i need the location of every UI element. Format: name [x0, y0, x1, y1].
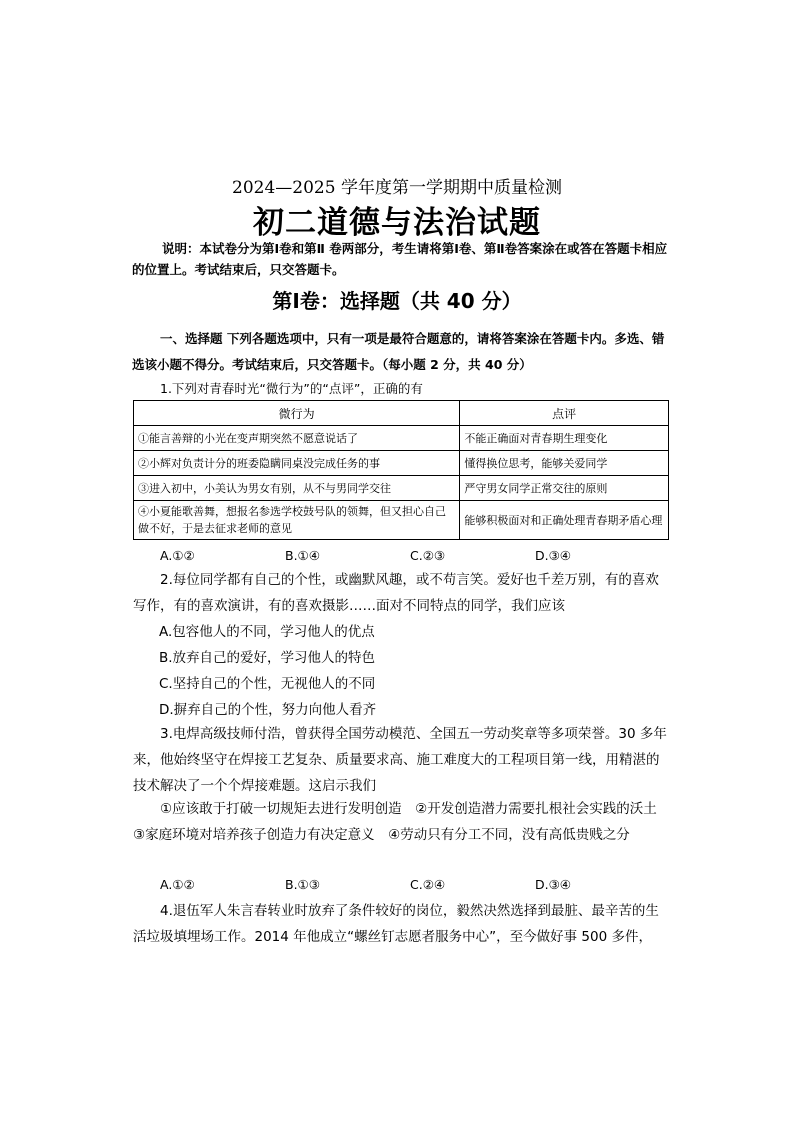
table-cell: 懂得换位思考，能够关爱同学: [460, 451, 669, 476]
table-row: [134, 501, 669, 540]
table-cell: 不能正确面对青春期生理变化: [460, 426, 669, 451]
table-cell: ①能言善辩的小光在变声期突然不愿意说话了: [134, 426, 460, 451]
q2-stem: 2.每位同学都有自己的个性，或幽默风趣，或不苟言笑。爱好也千差万别，有的喜欢写作，有的喜欢演讲，有的喜欢摄影……面对不同特点的同学，我们应该: [133, 572, 659, 614]
q1-table: [133, 400, 669, 540]
q1-stem-block: [133, 376, 668, 402]
option-a: A.①②: [160, 548, 195, 563]
q1-options: [133, 543, 668, 569]
option-b: B.①③: [285, 877, 320, 892]
table-cell: ③进入初中，小美认为男女有别，从不与男同学交往: [134, 476, 460, 501]
option-c: C.坚持自己的个性，无视他人的不同: [159, 676, 376, 692]
table-cell: ④小夏能歌善舞，想报名参选学校鼓号队的领舞，但又担心自己做不好，于是去征求老师的意见: [134, 501, 460, 540]
exam-year-line: 2024—2025 学年度第一学期期中质量检测: [232, 178, 562, 198]
table-row: [134, 426, 669, 451]
section-instruction: 一、选择题 下列各题选项中，只有一项是最符合题意的，请将答案涂在答题卡内。多选、错选该小题不得分。考试结束后，只交答题卡。（每小题 2 分，共 40 分）: [132, 331, 665, 372]
table-header-row: [134, 401, 669, 426]
option-b: B.①④: [285, 548, 320, 563]
option-a: A.包容他人的不同，学习他人的优点: [159, 624, 375, 640]
section-title: 第Ⅰ卷：选择题（共 40 分）: [272, 289, 522, 313]
option-d: D.摒弃自己的个性，努力向他人看齐: [159, 702, 377, 718]
q3-stem: 3.电焊高级技师付浩，曾获得全国劳动模范、全国五一劳动奖章等多项荣誉。30 多年来，他始终坚守在焊接工艺复杂、质量要求高、施工难度大的工程项目第一线，用精湛的技术解决了一个个焊接难题。这启示我们: [133, 726, 667, 794]
option-d: D.③④: [535, 548, 572, 563]
q2-options: [133, 619, 668, 723]
exam-note: 说明：本试卷分为第Ⅰ卷和第Ⅱ 卷两部分，考生请将第Ⅰ卷、第Ⅱ卷答案涂在或答在答题卡相应的位置上。考试结束后，只交答题卡。: [132, 241, 668, 277]
table-header-cell: 点评: [460, 401, 669, 426]
q4-stem: 4.退伍军人朱言春转业时放弃了条件较好的岗位，毅然决然选择到最脏、最辛苦的生活垃圾填埋场工作。2014 年他成立“螺丝钉志愿者服务中心”，至今做好事 500 多件，: [133, 903, 659, 945]
option-a: A.①②: [160, 877, 195, 892]
q3-options: [133, 872, 668, 898]
q3-statements: ①应该敢于打破一切规矩去进行发明创造 ②开发创造潜力需要扎根社会实践的沃土 ③家庭环境对培养孩子创造力有决定意义 ④劳动只有分工不同，没有高低贵贱之分: [133, 801, 671, 843]
q1-stem: 1.下列对青春时光“微行为”的“点评”，正确的有: [160, 381, 423, 396]
option-d: D.③④: [535, 877, 572, 892]
table-row: [134, 451, 669, 476]
option-c: C.②④: [410, 877, 446, 892]
exam-title: 初二道德与法治试题: [253, 205, 541, 241]
option-b: B.放弃自己的爱好，学习他人的特色: [159, 650, 376, 666]
table-header-cell: 微行为: [134, 401, 460, 426]
table-cell: ②小辉对负责计分的班委隐瞒同桌没完成任务的事: [134, 451, 460, 476]
table-row: [134, 476, 669, 501]
table-cell: 能够积极面对和正确处理青春期矛盾心理: [460, 501, 669, 540]
table-cell: 严守男女同学正常交往的原则: [460, 476, 669, 501]
option-c: C.②③: [410, 548, 446, 563]
